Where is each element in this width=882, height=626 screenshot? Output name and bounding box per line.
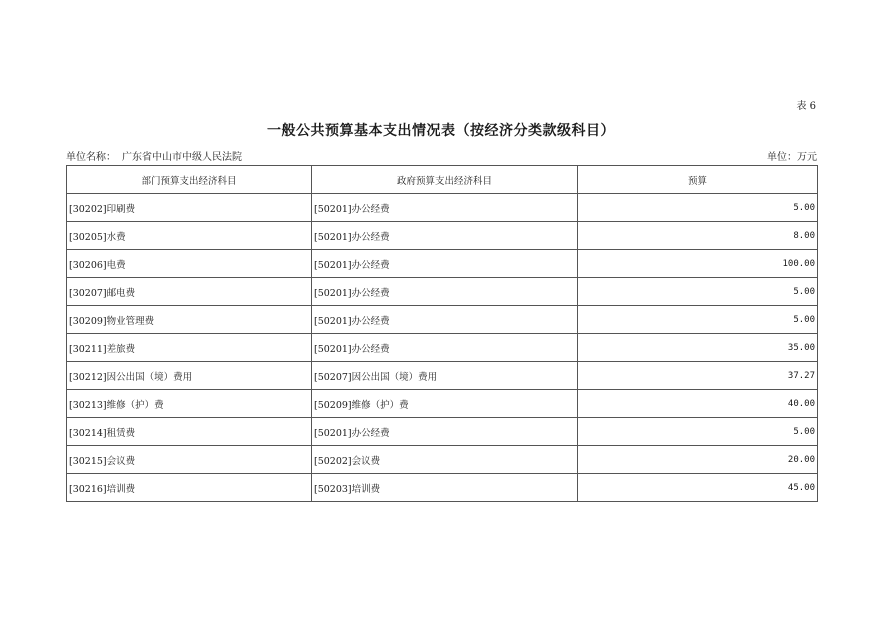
table-row bbox=[67, 306, 818, 334]
budget-amount-cell: 5.00 bbox=[578, 194, 818, 222]
table-row bbox=[67, 390, 818, 418]
dept-item-cell: [30206]电费 bbox=[67, 250, 312, 278]
currency-unit: 单位：万元 bbox=[767, 152, 817, 163]
budget-amount-cell: 37.27 bbox=[578, 362, 818, 390]
organization-label: 单位名称： bbox=[66, 152, 116, 163]
dept-item-cell: [30213]维修（护）费 bbox=[67, 390, 312, 418]
gov-item-cell: [50202]会议费 bbox=[312, 446, 578, 474]
table-row bbox=[67, 194, 818, 222]
budget-amount-cell: 5.00 bbox=[578, 278, 818, 306]
dept-item-cell: [30214]租赁费 bbox=[67, 418, 312, 446]
dept-item-cell: [30202]印刷费 bbox=[67, 194, 312, 222]
budget-amount-cell: 35.00 bbox=[578, 334, 818, 362]
organization-name: 广东省中山市中级人民法院 bbox=[122, 152, 242, 163]
table-row bbox=[67, 334, 818, 362]
table-row bbox=[67, 446, 818, 474]
gov-item-cell: [50201]办公经费 bbox=[312, 222, 578, 250]
dept-item-cell: [30211]差旅费 bbox=[67, 334, 312, 362]
table-row bbox=[67, 250, 818, 278]
budget-amount-cell: 45.00 bbox=[578, 474, 818, 502]
column-header-budget: 预算 bbox=[578, 166, 818, 194]
gov-item-cell: [50201]办公经费 bbox=[312, 418, 578, 446]
column-header-dept-item: 部门预算支出经济科目 bbox=[67, 166, 312, 194]
unit-info-row bbox=[66, 148, 817, 163]
table-row bbox=[67, 278, 818, 306]
budget-amount-cell: 8.00 bbox=[578, 222, 818, 250]
organization-info bbox=[66, 148, 242, 163]
table-row bbox=[67, 222, 818, 250]
table-row bbox=[67, 474, 818, 502]
budget-table bbox=[66, 165, 818, 502]
table-row bbox=[67, 362, 818, 390]
gov-item-cell: [50207]因公出国（境）费用 bbox=[312, 362, 578, 390]
table-header-row bbox=[67, 166, 818, 194]
budget-amount-cell: 5.00 bbox=[578, 418, 818, 446]
table-row bbox=[67, 418, 818, 446]
gov-item-cell: [50201]办公经费 bbox=[312, 334, 578, 362]
gov-item-cell: [50201]办公经费 bbox=[312, 194, 578, 222]
page-title: 一般公共预算基本支出情况表（按经济分类款级科目） bbox=[267, 123, 615, 139]
table-number: 表 6 bbox=[796, 101, 816, 112]
dept-item-cell: [30212]因公出国（境）费用 bbox=[67, 362, 312, 390]
dept-item-cell: [30216]培训费 bbox=[67, 474, 312, 502]
gov-item-cell: [50201]办公经费 bbox=[312, 278, 578, 306]
dept-item-cell: [30207]邮电费 bbox=[67, 278, 312, 306]
gov-item-cell: [50201]办公经费 bbox=[312, 250, 578, 278]
dept-item-cell: [30209]物业管理费 bbox=[67, 306, 312, 334]
gov-item-cell: [50209]维修（护）费 bbox=[312, 390, 578, 418]
column-header-gov-item: 政府预算支出经济科目 bbox=[312, 166, 578, 194]
budget-amount-cell: 40.00 bbox=[578, 390, 818, 418]
budget-amount-cell: 100.00 bbox=[578, 250, 818, 278]
dept-item-cell: [30205]水费 bbox=[67, 222, 312, 250]
gov-item-cell: [50203]培训费 bbox=[312, 474, 578, 502]
budget-amount-cell: 5.00 bbox=[578, 306, 818, 334]
budget-amount-cell: 20.00 bbox=[578, 446, 818, 474]
gov-item-cell: [50201]办公经费 bbox=[312, 306, 578, 334]
dept-item-cell: [30215]会议费 bbox=[67, 446, 312, 474]
